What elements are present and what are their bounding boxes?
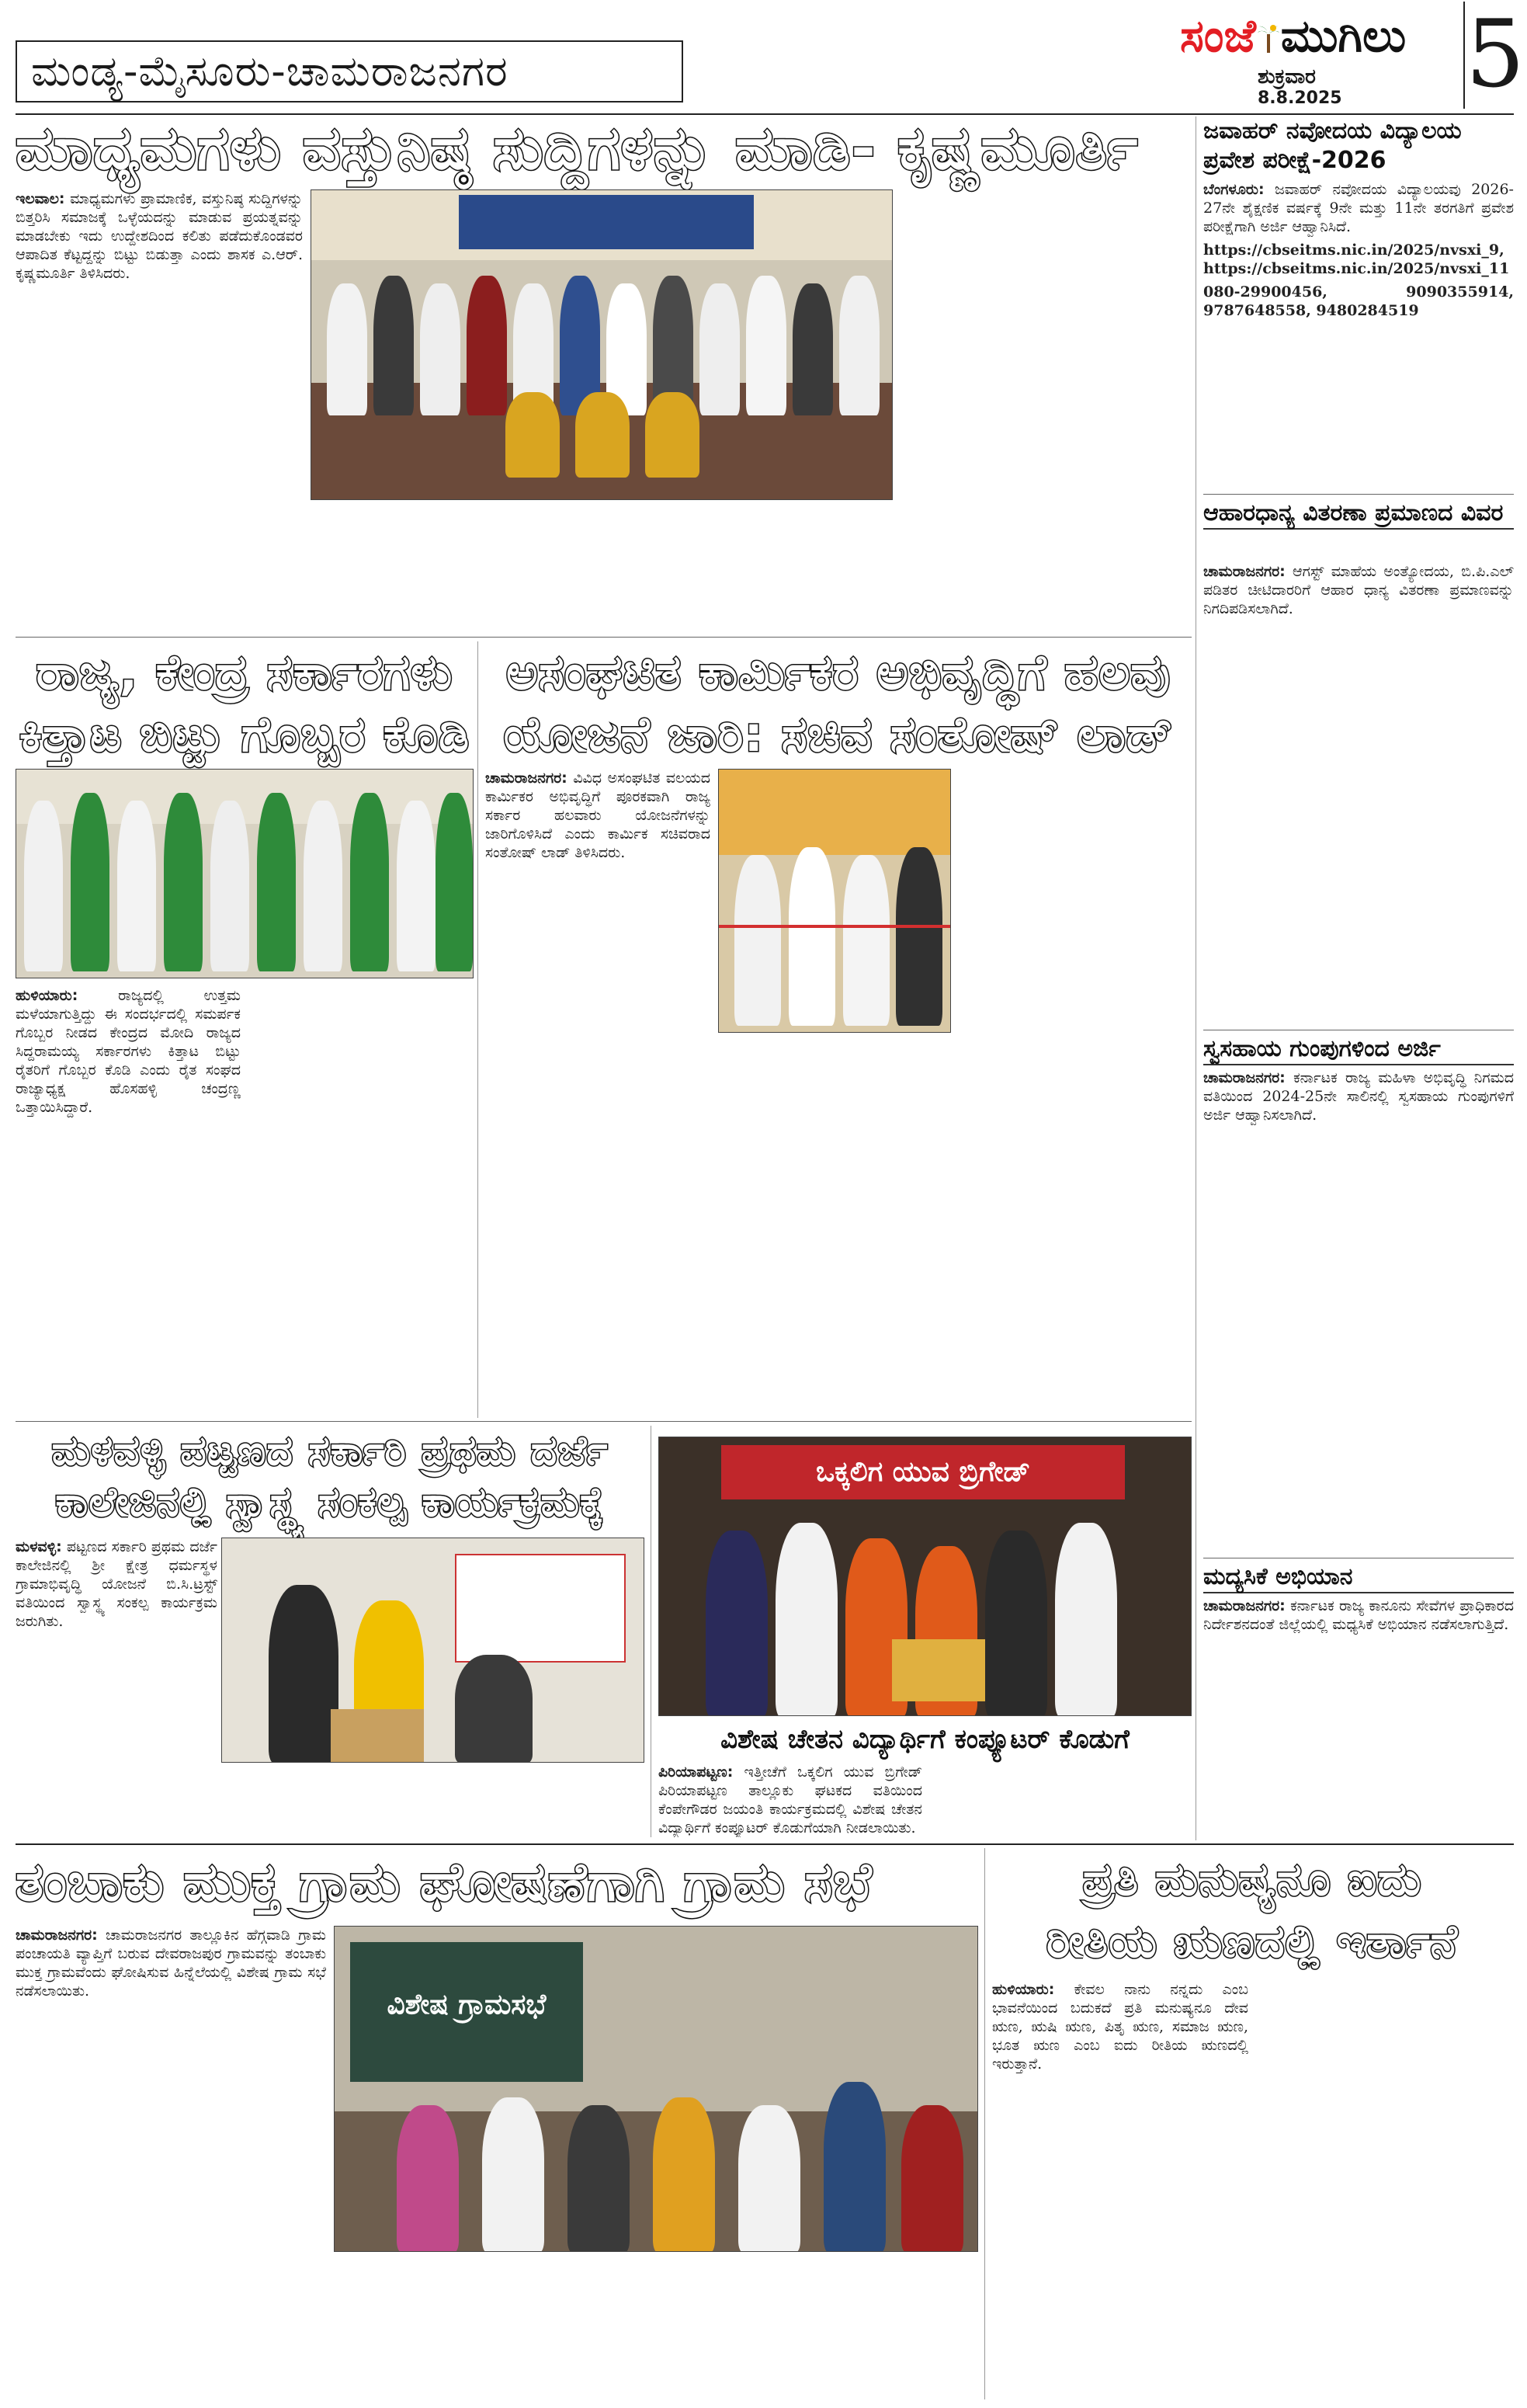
article-3-body-col2 — [718, 1041, 951, 1413]
sidebar-4-lead: ಕರ್ನಾಟಕ ರಾಜ್ಯ ಕಾನೂನು ಸೇವೆಗಳ ಪ್ರಾಧಿಕಾರದ ನಿರ್ದೇಶನದಂತೆ ಜಿಲ್ಲೆಯಲ್ಲಿ ಮಧ್ಯಸಿಕೆ ಅಭಿಯಾನ ನಡೆಸಲಾಗುತ್ತಿದೆ. — [1203, 1597, 1514, 1633]
article-7-headline-line1: ಪ್ರತಿ ಮನುಷ್ಯನೂ ಐದು — [1082, 1853, 1422, 1906]
article-5-dateline: ಪಿರಿಯಾಪಟ್ಟಣ: — [658, 1763, 734, 1781]
article-1-headline[interactable]: ಮಾಧ್ಯಮಗಳು ವಸ್ತುನಿಷ್ಠ ಸುದ್ದಿಗಳನ್ನು ಮಾಡಿ- ಕೃಷ್ಣಮೂರ್ತಿ — [16, 113, 1139, 182]
article-6-body — [16, 1926, 326, 2399]
article-4-dateline: ಮಳವಳ್ಳಿ: — [16, 1538, 62, 1555]
sidebar-1-urls[interactable]: https://cbseitms.nic.in/2025/nvsxi_9, https://cbseitms.nic.in/2025/nvsxi_11 — [1203, 241, 1510, 277]
article-2-body — [16, 986, 241, 1421]
article-2-dateline: ಹುಳಿಯಾರು: — [16, 987, 78, 1004]
sidebar-2-lead: ಆಗಸ್ಟ್ ಮಾಹೆಯ ಅಂತ್ಯೋದಯ, ಬಿ.ಪಿ.ಎಲ್ ಪಡಿತರ ಚೀಟಿದಾರರಿಗೆ ಆಹಾರ ಧಾನ್ಯ ವಿತರಣಾ ಪ್ರಮಾಣವನ್ನು ನಿಗದಿಪಡಿಸಲಾಗಿದೆ. — [1203, 563, 1514, 617]
article-4-body-col2 — [221, 1770, 431, 1833]
article-3-photo[interactable] — [718, 769, 951, 1033]
article-2-headline-line1: ರಾಜ್ಯ, ಕೇಂದ್ರ ಸರ್ಕಾರಗಳು — [36, 644, 453, 700]
article-6-body-col2 — [334, 2260, 652, 2399]
sidebar-3-body — [1203, 1068, 1514, 1553]
article-2-headline-line2: ಕಿತ್ತಾಟ ಬಿಟ್ಟು ಗೊಬ್ಬರ ಕೊಡಿ — [19, 706, 470, 763]
section-label: ಮಂಡ್ಯ-ಮೈಸೂರು-ಚಾಮರಾಜನಗರ — [16, 40, 683, 103]
brand-name-part1: ಸಂಜೆ — [1180, 9, 1256, 62]
sidebar-rule-1 — [1203, 494, 1514, 495]
sidebar-1-body — [1203, 180, 1514, 491]
article-7-headline-line2: ರೀತಿಯ ಋಣದಲ್ಲಿ ಇರ್ತಾನೆ — [1046, 1915, 1459, 1968]
article-4-lead: ಪಟ್ಟಣದ ಸರ್ಕಾರಿ ಪ್ರಥಮ ದರ್ಜೆ ಕಾಲೇಜಿನಲ್ಲಿ ಶ್ರೀ ಕ್ಷೇತ್ರ ಧರ್ಮಸ್ಥಳ ಗ್ರಾಮಾಭಿವೃದ್ಧಿ ಯೋಜನೆ ಬಿ.ಸಿ.ಟ್ರಸ್ಟ್ ವತಿಯಿಂದ ಸ್ವಾಸ್ಥ್ಯ ಸಂಕಲ್ಪ ಕಾರ್ಯಕ್ರಮ ಜರುಗಿತು. — [16, 1538, 217, 1630]
article-2-headline[interactable] — [16, 641, 474, 766]
article-7-lead: ಕೇವಲ ನಾನು ನನ್ನದು ಎಂಬ ಭಾವನೆಯಿಂದ ಬದುಕದೆ ಪ್ರತಿ ಮನುಷ್ಯನೂ ದೇವ ಋಣ, ಋಷಿ ಋಣ, ಪಿತೃ ಋಣ, ಸಮಾಜ ಋಣ, ಭೂತ ಋಣ ಎಂಬ ಐದು ರೀತಿಯ ಋಣದಲ್ಲಿ ಇರುತ್ತಾನೆ. — [992, 1981, 1248, 2073]
article-3-body-col4 — [959, 1041, 1192, 1413]
sidebar-4-body — [1203, 1597, 1514, 1837]
article-3-headline-line1: ಅಸಂಘಟಿತ ಕಾರ್ಮಿಕರ ಅಭಿವೃದ್ಧಿಗೆ ಹಲವು — [505, 644, 1171, 700]
article-3-dateline: ಚಾಮರಾಜನಗರ: — [485, 770, 567, 787]
page-number: 5 — [1463, 2, 1525, 109]
article-2-lead: ರಾಜ್ಯದಲ್ಲಿ ಉತ್ತಮ ಮಳೆಯಾಗುತ್ತಿದ್ದು ಈ ಸಂದರ್ಭದಲ್ಲಿ ಸಮರ್ಪಕ ಗೊಬ್ಬರ ನೀಡದ ಕೇಂದ್ರದ ಮೋದಿ ರಾಜ್ಯದ ಸಿದ್ದರಾಮಯ್ಯ ಸರ್ಕಾರಗಳು ಕಿತ್ತಾಟ ಬಿಟ್ಟು ರೈತರಿಗೆ ಗೊಬ್ಬರ ಕೊಡಿ ಎಂದು ರೈತ ಸಂಘದ ರಾಜ್ಯಾಧ್ಯಕ್ಷ ಹೊಸಹಳ್ಳಿ ಚಂದ್ರಣ್ಣ ಒತ್ತಾಯಿಸಿದ್ದಾರೆ. — [16, 987, 241, 1116]
article-1-body-col2 — [311, 506, 598, 632]
issue-day: ಶುಕ್ರವಾರ — [1258, 65, 1316, 89]
article-5-lead: ಇತ್ತೀಚೆಗೆ ಒಕ್ಕಲಿಗ ಯುವ ಬ್ರಿಗೇಡ್ ಪಿರಿಯಾಪಟ್ಟಣ ತಾಲ್ಲೂಕು ಘಟಕದ ವತಿಯಿಂದ ಕೆಂಪೇಗೌಡರ ಜಯಂತಿ ಕಾರ್ಯಕ್ರಮದಲ್ಲಿ ವಿಶೇಷ ಚೇತನ ವಿದ್ಯಾರ್ಥಿಗೆ ಕಂಪ್ಯೂಟರ್ ಕೊಡುಗೆಯಾಗಿ ನೀಡಲಾಯಿತು. — [658, 1763, 922, 1836]
article-3-rule — [16, 1421, 1192, 1422]
article-4-photo[interactable] — [221, 1538, 644, 1763]
lower-rule — [16, 1843, 1514, 1845]
article-7-headline[interactable] — [992, 1848, 1512, 1972]
article-3-lead: ವಿವಿಧ ಅಸಂಘಟಿತ ವಲಯದ ಕಾರ್ಮಿಕರ ಅಭಿವೃದ್ಧಿಗೆ ಪೂರಕವಾಗಿ ರಾಜ್ಯ ಸರ್ಕಾರ ಹಲವಾರು ಯೋಜನೆಗಳನ್ನು ಜಾರಿಗೊಳಿಸಿದೆ ಎಂದು ಕಾರ್ಮಿಕ ಸಚಿವರಾದ ಸಂತೋಷ್ ಲಾಡ್ ತಿಳಿಸಿದರು. — [485, 770, 710, 861]
article-5-body — [658, 1763, 922, 1837]
sidebar-3-dateline: ಚಾಮರಾಜನಗರ: — [1203, 1069, 1286, 1086]
sidebar-1-phones: 080-29900456, 9090355914, 9787648558, 9480284519 — [1203, 283, 1514, 319]
article-7-body — [992, 1980, 1248, 2399]
article-7-dateline: ಹುಳಿಯಾರು: — [992, 1981, 1055, 1998]
article-1-rule — [16, 637, 1192, 638]
article-2-divider — [477, 641, 478, 1418]
sidebar-1-dateline: ಬೆಂಗಳೂರು: — [1203, 181, 1265, 198]
article-3-body-col3 — [959, 769, 1192, 1033]
article-6-body-col3 — [660, 2260, 978, 2399]
article-4-body — [16, 1538, 217, 1833]
brand-name — [1180, 11, 1459, 61]
article-6-lead: ಚಾಮರಾಜನಗರ ತಾಲ್ಲೂಕಿನ ಹೆಗ್ಗವಾಡಿ ಗ್ರಾಮ ಪಂಚಾಯತಿ ವ್ಯಾಪ್ತಿಗೆ ಬರುವ ದೇವರಾಜಪುರ ಗ್ರಾಮವನ್ನು ತಂಬಾಕು ಮುಕ್ತ ಗ್ರಾಮವೆಂದು ಘೋಷಿಸುವ ಹಿನ್ನೆಲೆಯಲ್ಲಿ ವಿಶೇಷ ಗ್ರಾಮ ಸಭೆ ನಡೆಸಲಾಯಿತು. — [16, 1927, 326, 2000]
sidebar-4-heading[interactable]: ಮದ್ಯಸಿಕೆ ಅಭಿಯಾನ — [1203, 1562, 1514, 1593]
sidebar-3-lead: ಕರ್ನಾಟಕ ರಾಜ್ಯ ಮಹಿಳಾ ಅಭಿವೃದ್ಧಿ ನಿಗಮದ ವತಿಯಿಂದ 2024-25ನೇ ಸಾಲಿನಲ್ಲಿ ಸ್ವಸಹಾಯ ಗುಂಪುಗಳಿಗೆ ಅರ್ಜಿ ಆಹ್ವಾನಿಸಲಾಗಿದೆ. — [1203, 1069, 1514, 1124]
article-1-body-col3 — [606, 506, 893, 632]
article-5-caption[interactable]: ವಿಶೇಷ ಚೇತನ ವಿದ್ಯಾರ್ಥಿಗೆ ಕಂಪ್ಯೂಟರ್ ಕೊಡುಗೆ — [720, 1724, 1130, 1755]
brand-name-part2: ಮುಗಿಲು — [1280, 9, 1407, 62]
sidebar-3-heading[interactable]: ಸ್ವಸಹಾಯ ಗುಂಪುಗಳಿಂದ ಅರ್ಜಿ — [1203, 1034, 1514, 1065]
article-2-body-col2 — [248, 986, 474, 1421]
article-3-headline-line2: ಯೋಜನೆ ಜಾರಿ: ಸಚಿವ ಸಂತೋಷ್ ಲಾಡ್ — [503, 706, 1174, 763]
article-6-divider — [984, 1848, 985, 2399]
article-1-lead: ಮಾಧ್ಯಮಗಳು ಪ್ರಾಮಾಣಿಕ, ವಸ್ತುನಿಷ್ಠ ಸುದ್ದಿಗಳನ್ನು ಬಿತ್ತರಿಸಿ ಸಮಾಜಕ್ಕೆ ಒಳ್ಳೆಯದನ್ನು ಮಾಡುವ ಪ್ರಯತ್ನವನ್ನು ಮಾಡಬೇಕು ಇದು ಉದ್ದೇಶದಿಂದ ಕಲಿತು ಪಡೆದುಕೊಂಡವರ ಆಪಾದಿತ ಕೆಟ್ಟದ್ದನ್ನು ಬಿಟ್ಟು ಬಿಡುತ್ತಾ ಎಂದು ಶಾಸಕ ಎ.ಆರ್. ಕೃಷ್ಣಮೂರ್ತಿ ತಿಳಿಸಿದರು. — [16, 190, 303, 282]
sidebar-2-dateline: ಚಾಮರಾಜನಗರ: — [1203, 563, 1286, 580]
sidebar-2-body — [1203, 562, 1514, 1025]
article-7-body-col2 — [1256, 1980, 1512, 2399]
sidebar-4-dateline: ಚಾಮರಾಜನಗರ: — [1203, 1597, 1286, 1614]
palm-tree-icon — [1256, 23, 1281, 54]
article-6-board: ವಿಶೇಷ ಗ್ರಾಮಸಭೆ — [350, 1942, 583, 2082]
article-2-photo[interactable] — [16, 769, 474, 978]
article-1-body-col4 — [901, 189, 1188, 632]
article-4-body-col3 — [435, 1770, 644, 1833]
article-1-body — [16, 189, 303, 632]
article-5-photo[interactable] — [658, 1437, 1192, 1716]
article-6-headline[interactable]: ತಂಬಾಕು ಮುಕ್ತ ಗ್ರಾಮ ಘೋಷಣೆಗಾಗಿ ಗ್ರಾಮ ಸಭೆ — [16, 1852, 873, 1913]
sidebar-1-heading[interactable]: ಜವಾಹರ್ ನವೋದಯ ವಿದ್ಯಾಲಯ ಪ್ರವೇಶ ಪರೀಕ್ಷೆ-2026 — [1203, 117, 1462, 174]
article-3-body — [485, 769, 710, 1413]
article-6-photo[interactable] — [334, 1926, 978, 2252]
article-6-dateline: ಚಾಮರಾಜನಗರ: — [16, 1927, 98, 1944]
article-1-dateline: ಇಲವಾಲ: — [16, 190, 65, 207]
sidebar-1-lead: ಜವಾಹರ್ ನವೋದಯ ವಿದ್ಯಾಲಯವು 2026-27ನೇ ಶೈಕ್ಷಣಿಕ ವರ್ಷಕ್ಕೆ 9ನೇ ಮತ್ತು 11ನೇ ತರಗತಿಗೆ ಪ್ರವೇಶ ಪರೀಕ್ಷೆಗಾಗಿ ಅರ್ಜಿ ಆಹ್ವಾನಿಸಿದೆ. — [1203, 181, 1514, 235]
article-5-banner: ಒಕ್ಕಲಿಗ ಯುವ ಬ್ರಿಗೇಡ್ — [721, 1445, 1125, 1499]
article-4-headline-line2: ಕಾಲೇಜಿನಲ್ಲಿ ಸ್ವಾಸ್ಥ್ಯ ಸಂಕಲ್ಪ ಕಾರ್ಯಕ್ರಮಕ್ಕೆ — [55, 1479, 605, 1526]
issue-date: 8.8.2025 — [1258, 89, 1342, 108]
article-1-photo[interactable] — [311, 189, 893, 500]
article-5-body-col2 — [928, 1763, 1192, 1837]
article-4-headline-line1: ಮಳವಳ್ಳಿ ಪಟ್ಟಣದ ಸರ್ಕಾರಿ ಪ್ರಥಮ ದರ್ಜೆ — [51, 1428, 609, 1475]
article-3-headline[interactable] — [485, 641, 1192, 766]
sidebar-2-heading[interactable]: ಆಹಾರಧಾನ್ಯ ವಿತರಣಾ ಪ್ರಮಾಣದ ವಿವರ — [1203, 499, 1514, 530]
